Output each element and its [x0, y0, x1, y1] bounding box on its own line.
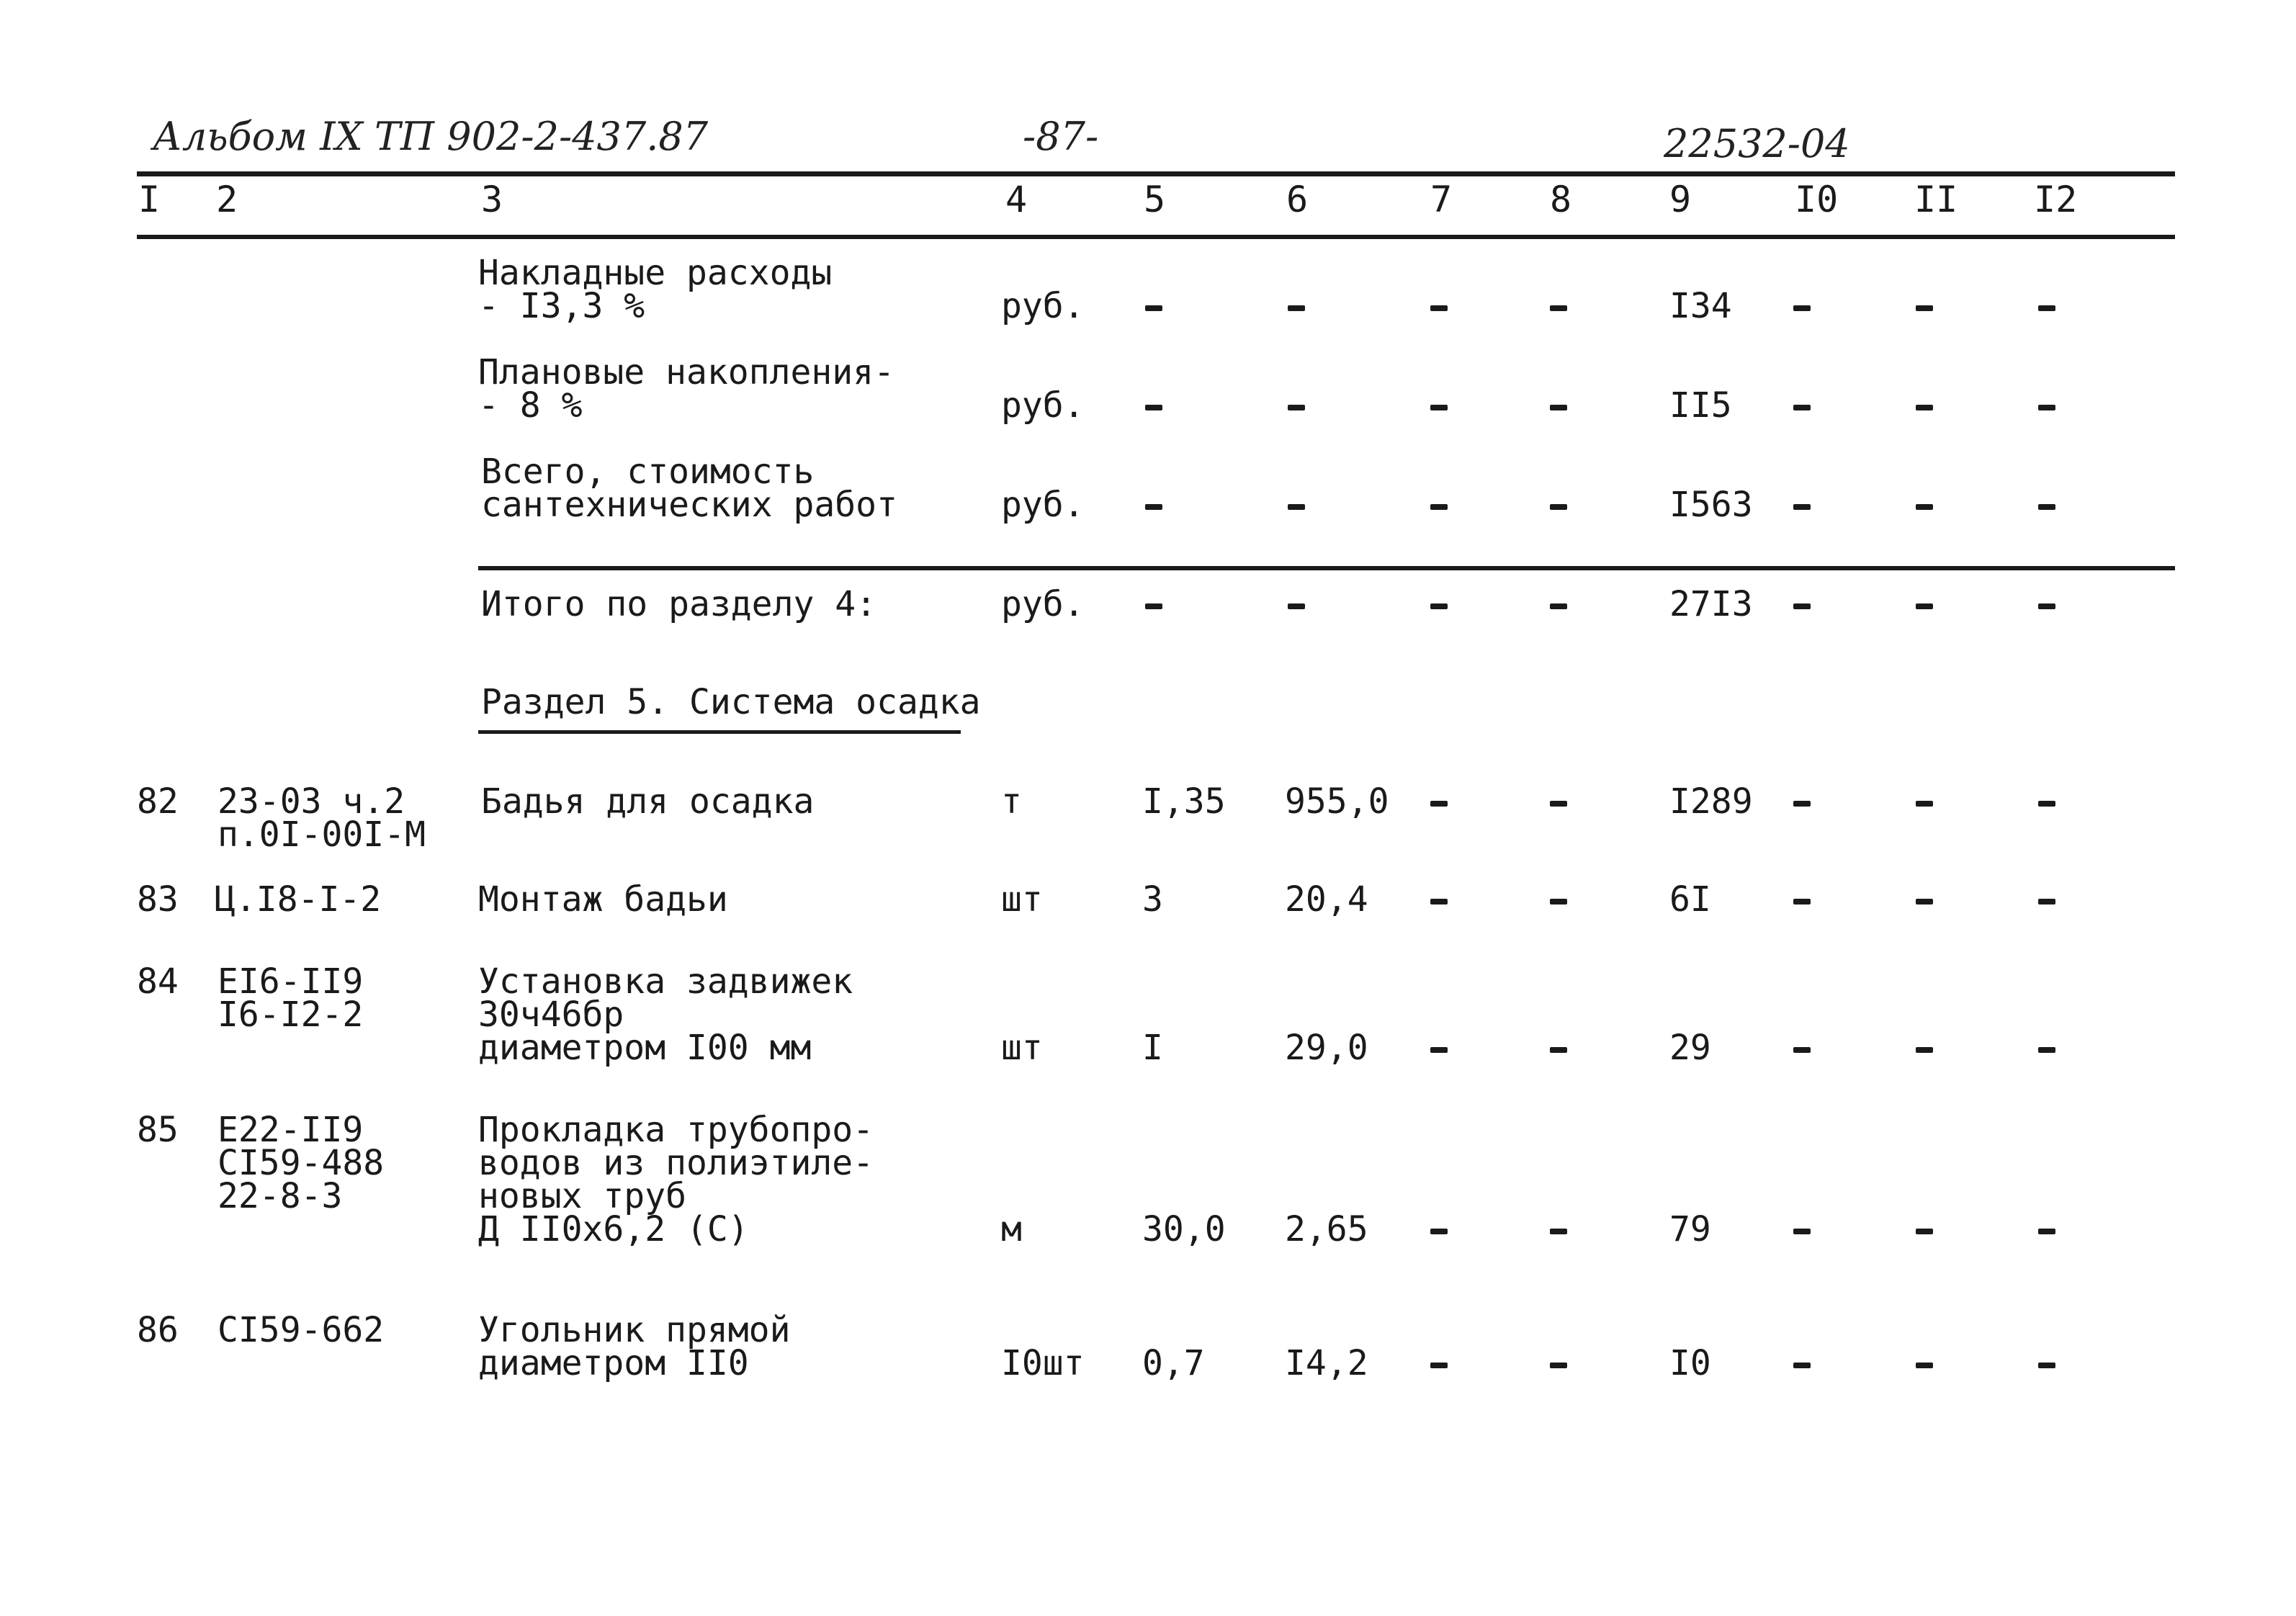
- col-number-11: II: [1914, 179, 1958, 220]
- summary-total: 27I3: [1669, 584, 1753, 624]
- item-description: Прокладка трубопро- водов из полиэтиле- новых труб Д II0х6,2 (С): [478, 1110, 874, 1249]
- dash-mark: [1550, 801, 1567, 807]
- section-title: Раздел 5. Система осадка: [481, 682, 981, 722]
- dash-mark: [1550, 1047, 1567, 1053]
- summary-unit: руб.: [1001, 286, 1085, 326]
- dash-mark: [1916, 603, 1933, 609]
- item-code: Е22-II9 СI59-488 22-8-3: [218, 1110, 385, 1216]
- dash-mark: [1288, 305, 1305, 311]
- item-code: СI59-662: [218, 1310, 385, 1350]
- dash-mark: [1916, 1363, 1933, 1368]
- dash-mark: [1550, 305, 1567, 311]
- item-quantity: 3: [1142, 879, 1163, 920]
- col-number-12: I2: [2034, 179, 2078, 220]
- item-price: I4,2: [1285, 1343, 1368, 1383]
- summary-unit: руб.: [1001, 385, 1085, 426]
- item-quantity: 30,0: [1142, 1209, 1226, 1249]
- dash-mark: [1430, 1047, 1448, 1053]
- item-quantity: I: [1142, 1028, 1163, 1068]
- dash-mark: [2038, 504, 2055, 510]
- dash-mark: [1550, 899, 1567, 904]
- dash-mark: [2038, 1047, 2055, 1053]
- dash-mark: [1916, 801, 1933, 807]
- dash-mark: [2038, 305, 2055, 311]
- item-unit: т: [1001, 781, 1022, 822]
- col-number-7: 7: [1430, 179, 1453, 220]
- item-number: 84: [137, 961, 179, 1002]
- dash-mark: [1430, 1229, 1448, 1234]
- item-total: I0: [1669, 1343, 1711, 1383]
- item-description: Бадья для осадка: [481, 781, 815, 822]
- dash-mark: [1793, 899, 1811, 904]
- dash-mark: [1793, 405, 1811, 410]
- item-price: 20,4: [1285, 879, 1368, 920]
- dash-mark: [1793, 603, 1811, 609]
- dash-mark: [1550, 405, 1567, 410]
- page-number: -87-: [1023, 114, 1099, 159]
- dash-mark: [2038, 801, 2055, 807]
- item-quantity: 0,7: [1142, 1343, 1205, 1383]
- item-number: 85: [137, 1110, 179, 1150]
- section-total-rule: [478, 566, 2175, 570]
- dash-mark: [1916, 1229, 1933, 1234]
- item-price: 29,0: [1285, 1028, 1368, 1068]
- dash-mark: [1550, 1363, 1567, 1368]
- col-number-1: I: [138, 179, 161, 220]
- col-number-5: 5: [1144, 179, 1166, 220]
- summary-total: II5: [1669, 385, 1732, 426]
- dash-mark: [1916, 1047, 1933, 1053]
- dash-mark: [2038, 1363, 2055, 1368]
- col-number-6: 6: [1286, 179, 1309, 220]
- item-total: 79: [1669, 1209, 1711, 1249]
- col-number-2: 2: [216, 179, 238, 220]
- col-number-4: 4: [1005, 179, 1028, 220]
- dash-mark: [1793, 1229, 1811, 1234]
- dash-mark: [1793, 801, 1811, 807]
- dash-mark: [1145, 603, 1162, 609]
- item-price: 2,65: [1285, 1209, 1368, 1249]
- col-number-9: 9: [1669, 179, 1692, 220]
- col-number-10: I0: [1795, 179, 1839, 220]
- dash-mark: [1916, 405, 1933, 410]
- summary-text: Плановые накопления- - 8 %: [478, 352, 894, 426]
- dash-mark: [1793, 1047, 1811, 1053]
- item-unit: шт: [1001, 1028, 1043, 1068]
- dash-mark: [1288, 603, 1305, 609]
- dash-mark: [1288, 504, 1305, 510]
- dash-mark: [2038, 405, 2055, 410]
- dash-mark: [1793, 504, 1811, 510]
- dash-mark: [1550, 1229, 1567, 1234]
- item-code: ЕI6-II9 I6-I2-2: [218, 961, 364, 1035]
- top-rule: [137, 171, 2175, 176]
- item-price: 955,0: [1285, 781, 1389, 822]
- item-description: Монтаж бадьи: [478, 879, 728, 920]
- dash-mark: [1288, 405, 1305, 410]
- header-bottom-rule: [137, 235, 2175, 239]
- dash-mark: [1430, 1363, 1448, 1368]
- dash-mark: [1916, 504, 1933, 510]
- item-unit: шт: [1001, 879, 1043, 920]
- dash-mark: [2038, 1229, 2055, 1234]
- col-number-3: 3: [481, 179, 503, 220]
- section-title-underline: [478, 730, 961, 734]
- item-description: Угольник прямой диаметром II0: [478, 1310, 791, 1383]
- summary-total: I34: [1669, 286, 1732, 326]
- item-code: 23-03 ч.2 п.0I-00I-М: [218, 781, 426, 855]
- section-total-text: Итого по разделу 4:: [481, 584, 877, 624]
- item-number: 86: [137, 1310, 179, 1350]
- item-quantity: I,35: [1142, 781, 1226, 822]
- item-unit: м: [1001, 1209, 1022, 1249]
- dash-mark: [1145, 405, 1162, 410]
- document-code: 22532-04: [1664, 121, 1850, 166]
- project-number: ТП 902-2-437.87: [375, 114, 709, 159]
- item-number: 82: [137, 781, 179, 822]
- item-code: Ц.I8-I-2: [215, 879, 382, 920]
- dash-mark: [1550, 603, 1567, 609]
- col-number-8: 8: [1550, 179, 1572, 220]
- item-description: Установка задвижек 30ч46бр диаметром I00 мм: [478, 961, 853, 1068]
- dash-mark: [1430, 899, 1448, 904]
- summary-text: Всего, стоимость сантехнических работ: [481, 452, 897, 525]
- dash-mark: [1145, 305, 1162, 311]
- item-total: 29: [1669, 1028, 1711, 1068]
- dash-mark: [1430, 603, 1448, 609]
- dash-mark: [1793, 1363, 1811, 1368]
- summary-text: Накладные расходы - I3,3 %: [478, 253, 833, 326]
- summary-total: I563: [1669, 485, 1753, 525]
- dash-mark: [2038, 899, 2055, 904]
- dash-mark: [1793, 305, 1811, 311]
- dash-mark: [1916, 899, 1933, 904]
- dash-mark: [1430, 504, 1448, 510]
- dash-mark: [1430, 305, 1448, 311]
- dash-mark: [1145, 504, 1162, 510]
- album-label: Альбом IX: [153, 114, 363, 159]
- dash-mark: [1916, 305, 1933, 311]
- dash-mark: [1550, 504, 1567, 510]
- summary-unit: руб.: [1001, 485, 1085, 525]
- dash-mark: [2038, 603, 2055, 609]
- summary-unit: руб.: [1001, 584, 1085, 624]
- item-total: I289: [1669, 781, 1753, 822]
- item-unit: I0шт: [1001, 1343, 1085, 1383]
- item-number: 83: [137, 879, 179, 920]
- dash-mark: [1430, 405, 1448, 410]
- item-total: 6I: [1669, 879, 1711, 920]
- dash-mark: [1430, 801, 1448, 807]
